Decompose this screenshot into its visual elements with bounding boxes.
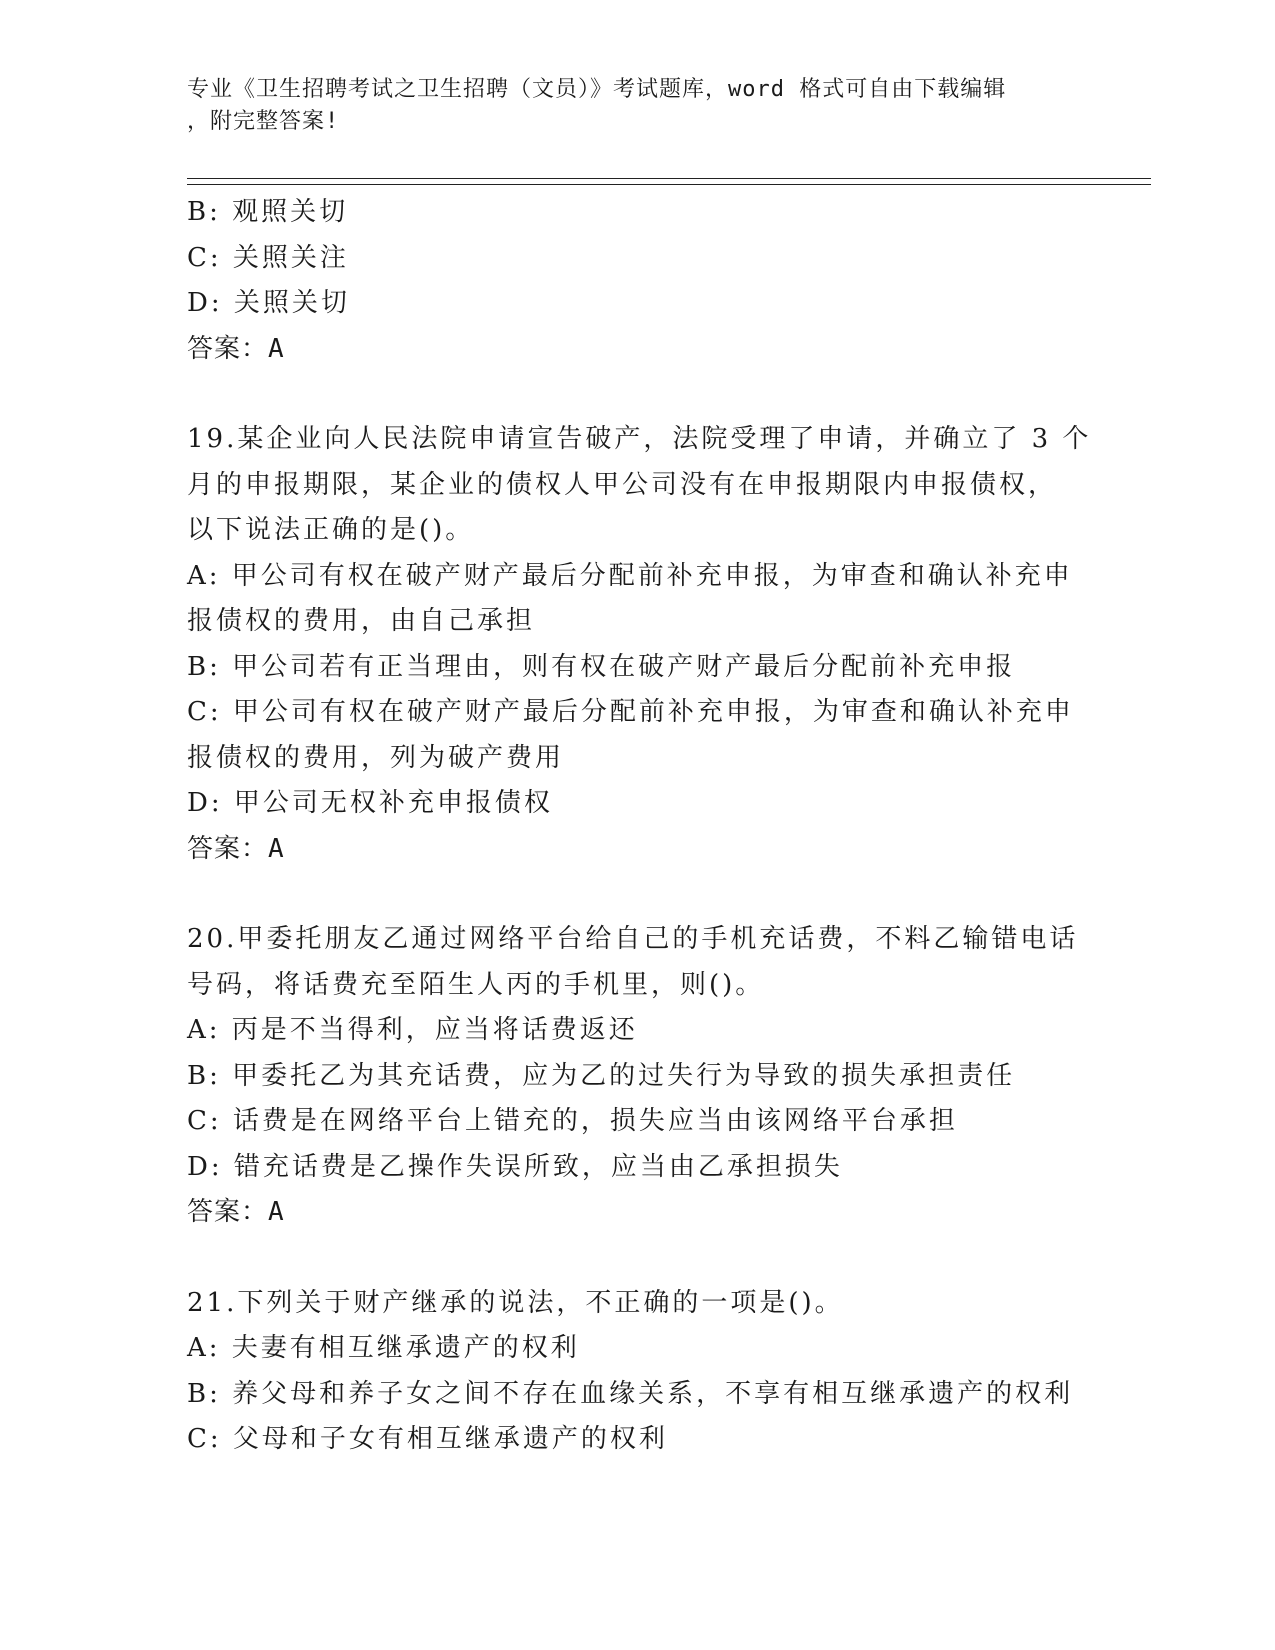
q19-answer: 答案：A — [187, 833, 285, 864]
q20-answer: 答案：A — [187, 1197, 285, 1227]
question-19 — [187, 417, 1092, 872]
q21-option-a: A: 夫妻有相互继承遗产的权利 — [187, 1333, 580, 1363]
q19-stem-line-1: 19.某企业向人民法院申请宣告破产，法院受理了申请，并确立了 3 个 — [187, 424, 1092, 454]
q18-option-c: C: 关照关注 — [187, 242, 349, 273]
q20-option-b: B: 甲委托乙为其充话费，应为乙的过失行为导致的损失承担责任 — [187, 1060, 1016, 1091]
q19-option-a-line-2: 报债权的费用，由自己承担 — [187, 606, 536, 636]
spacer — [187, 372, 1087, 417]
q20-option-d: D: 错充话费是乙操作失误所致，应当由乙承担损失 — [187, 1151, 843, 1182]
q20-option-a: A: 丙是不当得利，应当将话费返还 — [187, 1015, 638, 1045]
q20-stem-line-1: 20.甲委托朋友乙通过网络平台给自己的手机充话费，不料乙输错电话 — [187, 924, 1079, 954]
question-18-tail — [187, 190, 1087, 372]
spacer — [187, 872, 1087, 917]
q19-option-d: D: 甲公司无权补充申报债权 — [187, 788, 553, 818]
q18-answer: 答案：A — [187, 333, 285, 364]
q20-stem-line-2: 号码，将话费充至陌生人丙的手机里，则()。 — [187, 969, 765, 1000]
question-21 — [187, 1281, 1087, 1463]
q19-stem-line-3: 以下说法正确的是()。 — [187, 515, 475, 545]
header-line-1: 专业《卫生招聘考试之卫生招聘（文员）》考试题库，word 格式可自由下载编辑 — [187, 77, 1007, 102]
q18-option-b: B: 观照关切 — [187, 197, 349, 227]
q18-option-d: D: 关照关切 — [187, 288, 350, 318]
q19-option-c-line-1: C: 甲公司有权在破产财产最后分配前补充申报，为审查和确认补充申 — [187, 697, 1074, 727]
q21-stem: 21.下列关于财产继承的说法，不正确的一项是()。 — [187, 1287, 844, 1318]
header-divider-bottom — [187, 184, 1151, 185]
q20-option-c: C: 话费是在网络平台上错充的，损失应当由该网络平台承担 — [187, 1106, 958, 1136]
q19-option-a-line-1: A: 甲公司有权在破产财产最后分配前补充申报，为审查和确认补充申 — [187, 560, 1073, 591]
q19-option-b: B: 甲公司若有正当理由，则有权在破产财产最后分配前补充申报 — [187, 651, 1016, 682]
document-header — [187, 74, 1067, 138]
header-line-2: ，附完整答案! — [187, 109, 340, 134]
q19-option-c-line-2: 报债权的费用，列为破产费用 — [187, 742, 565, 773]
document-body — [187, 190, 1092, 1463]
q19-stem-line-2: 月的申报期限，某企业的债权人甲公司没有在申报期限内申报债权， — [187, 469, 1058, 500]
q21-option-c: C: 父母和子女有相互继承遗产的权利 — [187, 1424, 668, 1454]
question-20 — [187, 917, 1087, 1236]
header-divider-top — [187, 178, 1151, 179]
spacer — [187, 1236, 1087, 1281]
q21-option-b: B: 养父母和养子女之间不存在血缘关系，不享有相互继承遗产的权利 — [187, 1378, 1074, 1409]
